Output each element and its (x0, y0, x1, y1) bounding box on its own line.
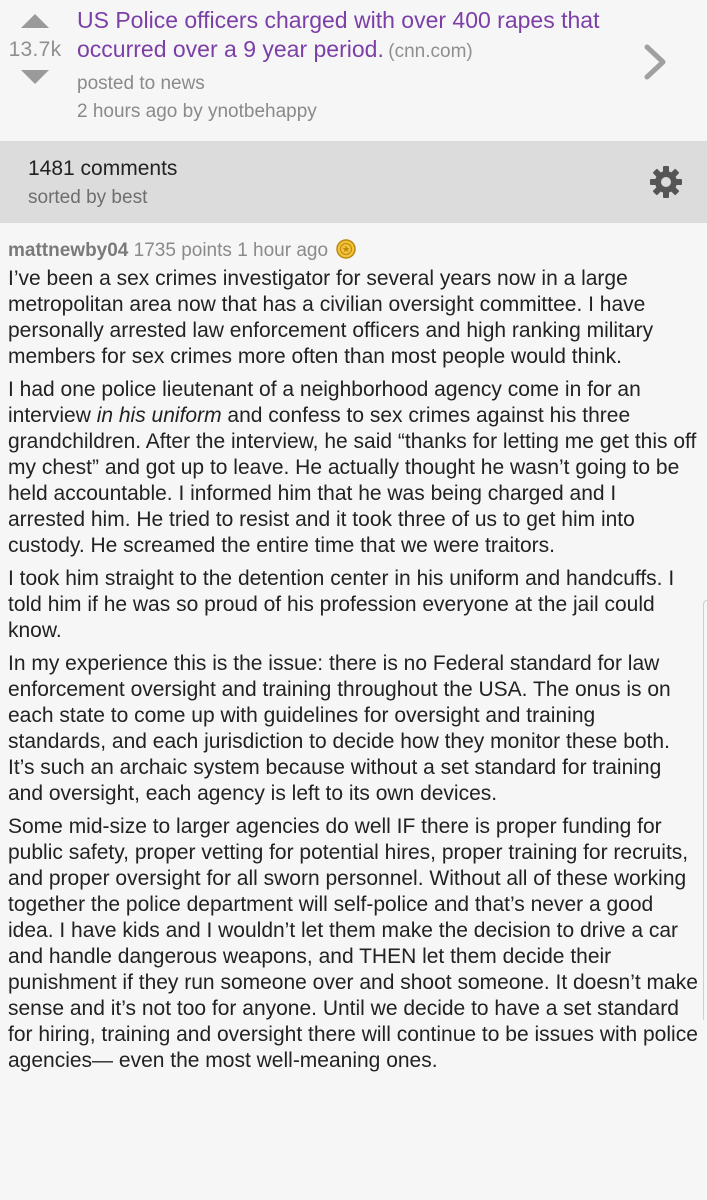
comment-text: I had one police lieutenant of a neighborhood agency come in for an interview (8, 378, 641, 427)
post-meta (77, 70, 617, 126)
comment-paragraph: Some mid-size to larger agencies do well IF there is proper funding for public safety, proper vetting for potential hires, proper training for recruits, and proper oversight for all sworn personnel. Without all of these working together the police department will self-police and that’s never a good idea. I have kids and I wouldn’t let them make the decision to drive a car and handle dangerous weapons, and THEN let them decide their punishment if they run someone over and shoot someone. It doesn’t make sense and it’s not too for anyone. Until we decide to have a set standard for hiring, training and oversight there will continue to be issues with police agencies— even the most well-meaning ones. (8, 815, 698, 1072)
comment-paragraph: I took him straight to the detention center in his uniform and handcuffs. I told him if he was so proud of his profession everyone at the jail could know. (8, 567, 675, 642)
post-subreddit[interactable]: posted to news (77, 73, 205, 94)
comment-paragraph: I’ve been a sex crimes investigator for several years now in a large metropolitan area now that has a civilian oversight committee. I have personally arrested law enforcement officers and high ranking military members for sex crimes more often than most people would think. (8, 267, 654, 368)
comment-emphasis: in his uniform (96, 404, 222, 427)
sort-label[interactable]: sorted by best (28, 187, 148, 208)
chevron-right-icon[interactable] (643, 44, 667, 80)
post-score: 13.7k (8, 38, 62, 61)
comment-paragraph: In my experience this is the issue: there is no Federal standard for law enforcement oversight and training throughout the USA. The onus is on each state to come up with guidelines for oversight and training standards, and each jurisdiction to decide how they monitor these both. It’s such an archaic system because without a set standard for training and oversight, each agency is left to its own devices. (8, 652, 671, 805)
gear-icon[interactable] (649, 165, 683, 199)
comment-body (8, 266, 698, 1074)
comment-points: 1735 points (133, 240, 232, 261)
post-title-line[interactable] (77, 6, 617, 64)
comment-meta (8, 238, 698, 264)
scrollbar[interactable] (703, 600, 707, 1020)
downvote-arrow-icon[interactable] (21, 70, 49, 84)
vote-column (0, 8, 70, 84)
post-header (0, 0, 707, 141)
comment (8, 238, 698, 1074)
post-info (77, 6, 617, 126)
comment-paragraph (8, 377, 698, 559)
comments-count: 1481 comments (28, 157, 178, 180)
post-title[interactable]: US Police officers charged with over 400 rapes that occurred over a 9 year period. (77, 7, 600, 62)
post-time-author[interactable]: 2 hours ago by ynotbehappy (77, 101, 317, 122)
upvote-arrow-icon[interactable] (21, 14, 49, 28)
comment-text: and confess to sex crimes against his three grandchildren. After the interview, he said “thanks for letting me get this off my chest” and got up to leave. He actually thought he wasn’t going to be held accountable. I informed him that he was being charged and I arrested him. He tried to resist and it took three of us to get him into custody. He screamed the entire time that we were traitors. (8, 404, 697, 557)
comment-time: 1 hour ago (237, 240, 329, 261)
post-domain[interactable]: (cnn.com) (388, 41, 473, 62)
comment-author[interactable]: mattnewby04 (8, 240, 129, 261)
comments-bar (0, 141, 707, 223)
gold-award-icon (336, 239, 356, 259)
